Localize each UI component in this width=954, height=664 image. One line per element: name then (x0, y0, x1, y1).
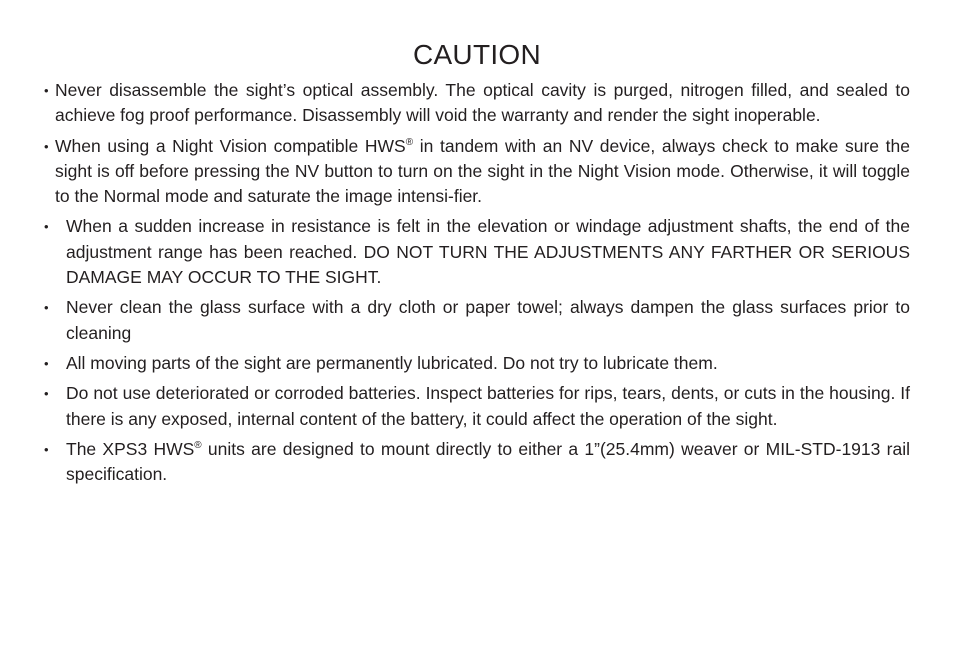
caution-item-night-vision: • When using a Night Vision compatible HWS® in tandem with an NV device, always check to make sure the sight is off before pressing the NV button to turn on the sight in the Night Vision mode. Otherwise, it will toggle to the Normal mode and saturate the image intensi-fier. (44, 134, 910, 210)
caution-list (44, 78, 910, 487)
caution-item-mounting: • The XPS3 HWS® units are designed to mount directly to either a 1”(25.4mm) weaver or MIL-STD-1913 rail specification. (44, 437, 910, 488)
registered-trademark-symbol: ® (405, 136, 414, 148)
page-title: CAUTION (412, 39, 542, 70)
registered-trademark-symbol: ® (194, 440, 202, 452)
caution-item-disassemble: • Never disassemble the sight’s optical assembly. The optical cavity is purged, nitrogen filled, and sealed to achieve fog proof performance. Disassembly will void the warranty and render the sight inoperable. (44, 78, 910, 129)
caution-page (44, 38, 910, 492)
caution-item-batteries: • Do not use deteriorated or corroded batteries. Inspect batteries for rips, tears, dents, or cuts in the housing. If there is any exposed, internal content of the battery, it could affect the operation of the sight. (44, 381, 910, 432)
caution-item-cleaning: • Never clean the glass surface with a dry cloth or paper towel; always dampen the glass surfaces prior to cleaning (44, 295, 910, 346)
caution-item-adjustment: • When a sudden increase in resistance is felt in the elevation or windage adjustment shafts, the end of the adjustment range has been reached. DO NOT TURN THE ADJUSTMENTS ANY FARTHER OR SERIOUS DAMAGE MAY OCCUR TO THE SIGHT. (44, 214, 910, 290)
caution-item-lubrication: • All moving parts of the sight are permanently lubricated. Do not try to lubricate them. (44, 351, 910, 376)
